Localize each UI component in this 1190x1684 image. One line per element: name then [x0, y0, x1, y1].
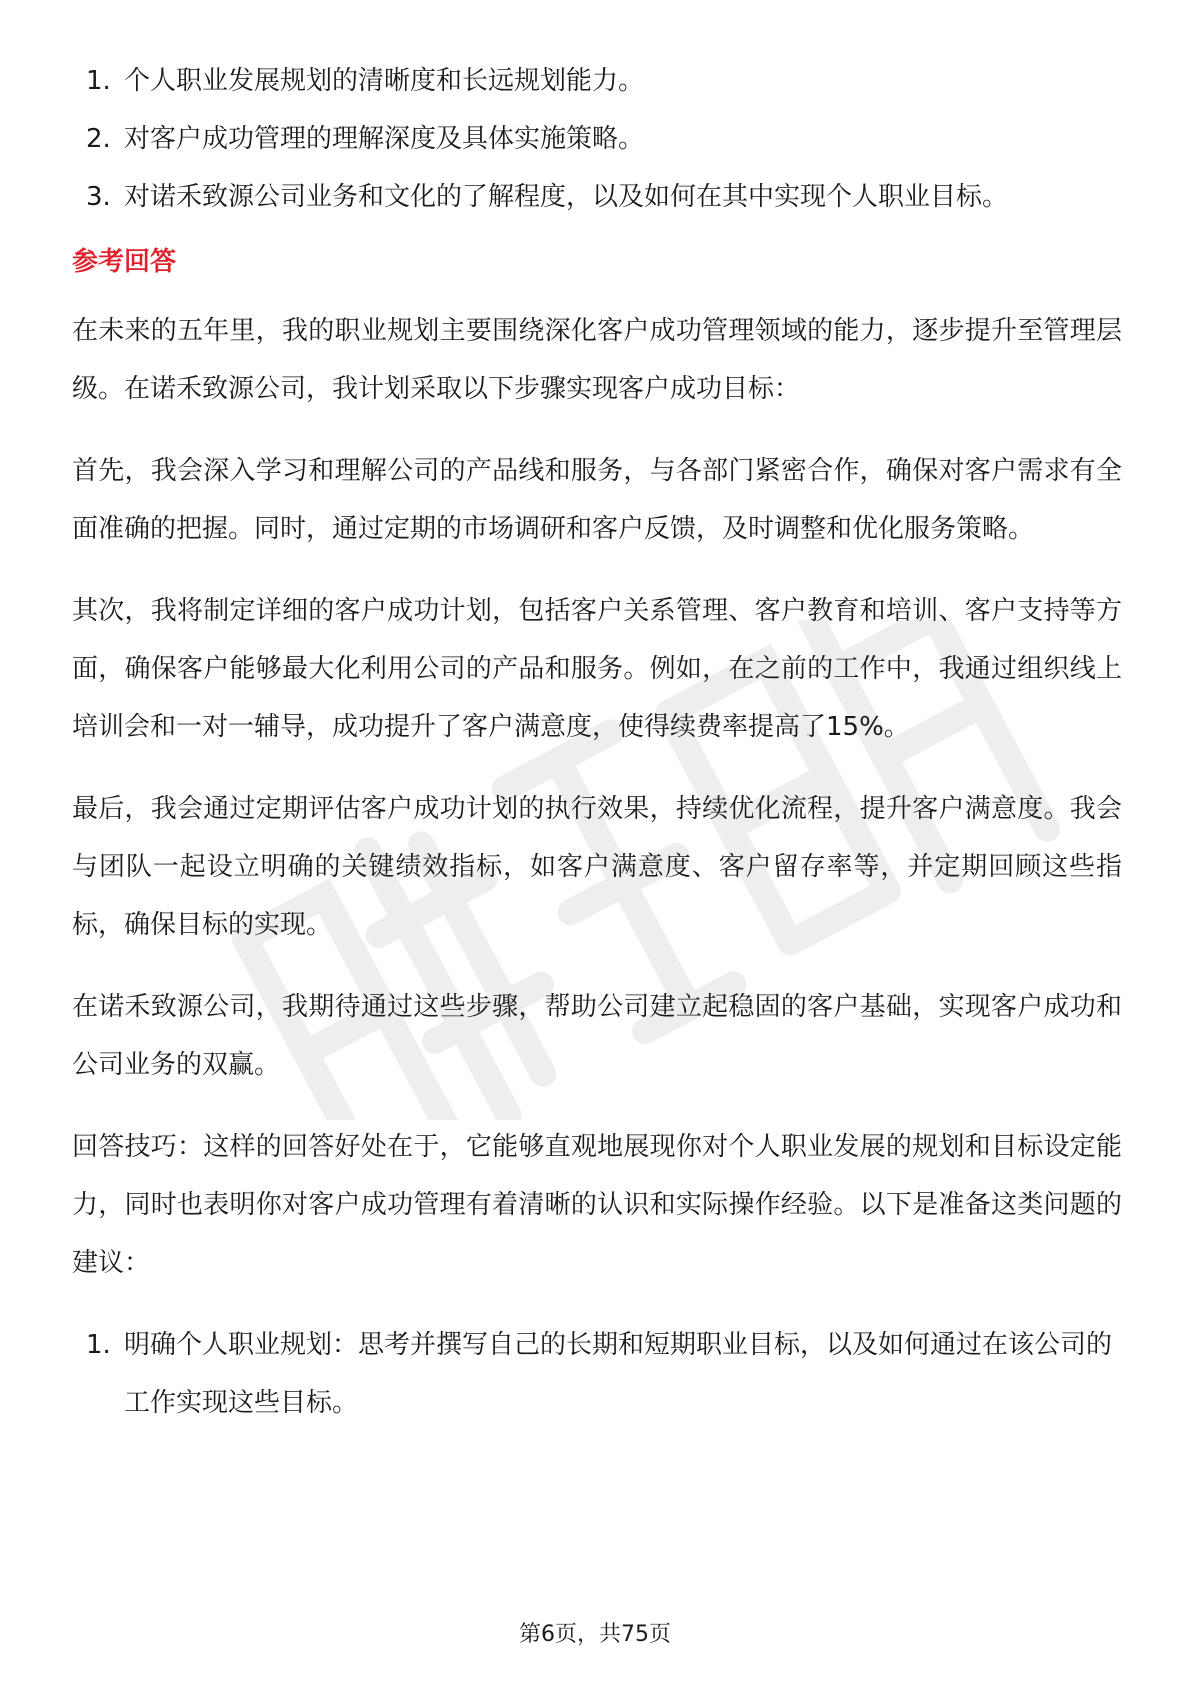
list-item-number: 1.: [86, 66, 111, 96]
paragraph-second: 其次，我将制定详细的客户成功计划，包括客户关系管理、客户教育和培训、客户支持等方面，确保客户能够最大化利用公司的产品和服务。例如，在之前的工作中，我通过组织线上培训会和一对一辅导，成功提升了客户满意度，使得续费率提高了15%。: [72, 596, 1122, 742]
paragraph-intro: 在未来的五年里，我的职业规划主要围绕深化客户成功管理领域的能力，逐步提升至管理层级。在诺禾致源公司，我计划采取以下步骤实现客户成功目标：: [72, 316, 1122, 404]
list-item: [72, 52, 1122, 110]
list-item: [72, 168, 1122, 226]
list-item-text: 明确个人职业规划：思考并撰写自己的长期和短期职业目标，以及如何通过在该公司的工作实现这些目标。: [124, 1330, 1113, 1418]
paragraph-first: 首先，我会深入学习和理解公司的产品线和服务，与各部门紧密合作，确保对客户需求有全面准确的把握。同时，通过定期的市场调研和客户反馈，及时调整和优化服务策略。: [72, 456, 1122, 544]
list-item-number: 1.: [86, 1330, 111, 1360]
list-item-number: 3.: [86, 182, 111, 212]
list-item-text: 对诺禾致源公司业务和文化的了解程度，以及如何在其中实现个人职业目标。: [124, 182, 1009, 212]
tips-list: [72, 1316, 1122, 1432]
list-item-number: 2.: [86, 124, 111, 154]
paragraph-tips: 回答技巧：这样的回答好处在于，它能够直观地展现你对个人职业发展的规划和目标设定能力，同时也表明你对客户成功管理有着清晰的认识和实际操作经验。以下是准备这类问题的建议：: [72, 1132, 1122, 1278]
answer-heading: 参考回答: [72, 247, 177, 277]
list-item-text: 个人职业发展规划的清晰度和长远规划能力。: [124, 66, 645, 96]
page-footer: 第6页，共75页: [519, 1622, 671, 1647]
list-item: [72, 1316, 1122, 1432]
list-item-text: 对客户成功管理的理解深度及具体实施策略。: [124, 124, 645, 154]
list-item: [72, 110, 1122, 168]
paragraph-final: 最后，我会通过定期评估客户成功计划的执行效果，持续优化流程，提升客户满意度。我会与团队一起设立明确的关键绩效指标，如客户满意度、客户留存率等，并定期回顾这些指标，确保目标的实现。: [72, 794, 1122, 940]
criteria-list: [72, 52, 1122, 226]
document-page: [72, 52, 1122, 1432]
paragraph-conclusion: 在诺禾致源公司，我期待通过这些步骤，帮助公司建立起稳固的客户基础，实现客户成功和公司业务的双赢。: [72, 992, 1122, 1080]
